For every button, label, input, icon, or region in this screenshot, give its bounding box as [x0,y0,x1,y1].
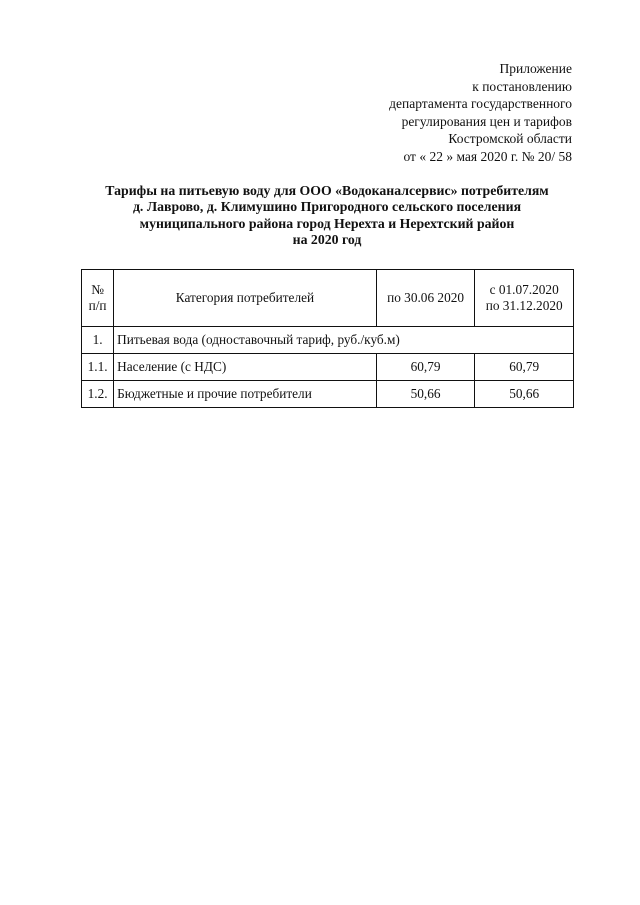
section-number: 1. [82,327,114,354]
title-line: Тарифы на питьевую воду для ООО «Водоканалсервис» потребителям [105,183,549,198]
header-number [82,270,114,327]
row-category: Население (с НДС) [114,354,377,381]
section-label: Питьевая вода (одноставочный тариф, руб./куб.м) [114,327,574,354]
row-period-1-value: 60,79 [376,354,475,381]
header-category: Категория потребителей [114,270,377,327]
table-header-row [82,270,574,327]
header-number-abbr: п/п [88,298,107,313]
title-line: д. Лаврово, д. Климушино Пригородного сельского поселения [132,199,522,215]
row-category: Бюджетные и прочие потребители [114,381,377,408]
row-period-2-value: 60,79 [475,354,574,381]
appendix-line: к постановлению [472,78,572,94]
row-period-2-value: 50,66 [475,381,574,408]
table-row [82,381,574,408]
row-period-1-value: 50,66 [376,381,475,408]
header-number-symbol: № [91,282,104,297]
row-number: 1.2. [82,381,114,408]
appendix-line: Приложение [499,61,572,76]
appendix-block [389,60,572,166]
header-period-2-from: с 01.07.2020 [489,282,559,297]
header-period-1: по 30.06 2020 [376,270,475,327]
appendix-line: регулирования цен и тарифов [401,113,572,129]
appendix-line: департамента государственного [389,96,572,112]
appendix-date-line: от « 22 » мая 2020 г. № 20/ 58 [403,148,572,164]
document-title [80,183,574,249]
header-period-2-to: по 31.12.2020 [485,298,563,313]
title-line: на 2020 год [292,232,362,248]
table-row [82,354,574,381]
row-number: 1.1. [82,354,114,381]
appendix-line: Костромской области [448,131,572,147]
title-line: муниципального района город Нерехта и Нерехтский район [139,215,515,231]
tariff-table [81,269,574,408]
table-section-row [82,327,574,354]
header-period-2 [475,270,574,327]
